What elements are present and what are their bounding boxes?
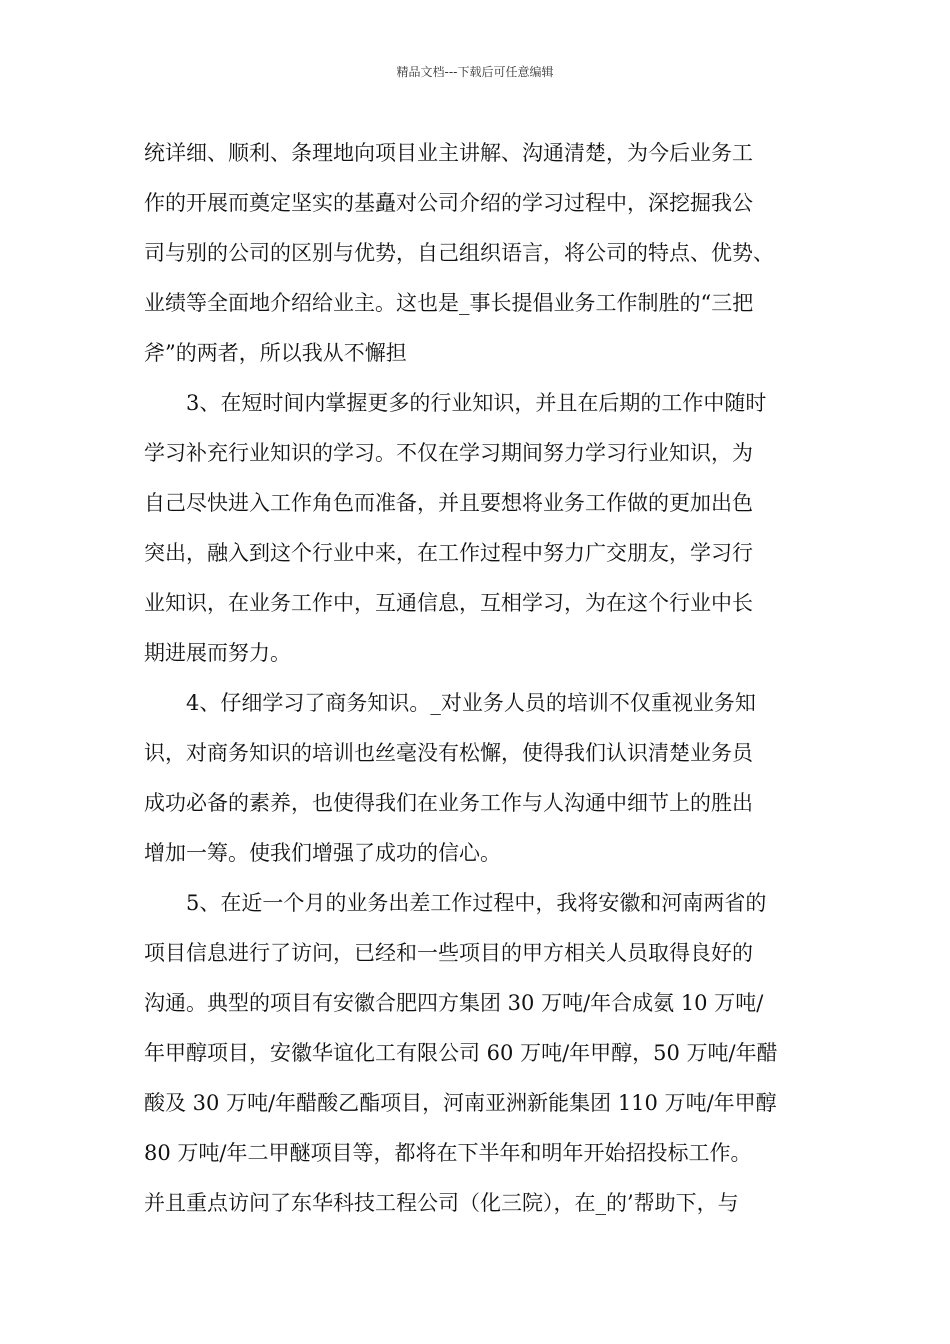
text-line: 业绩等全面地介绍给业主。这也是_事长提倡业务工作制胜的“三把 bbox=[144, 291, 754, 315]
text-line: 4、仔细学习了商务知识。_对业务人员的培训不仅重视业务知 bbox=[186, 691, 756, 715]
text-line: 司与别的公司的区别与优势，自己组织语言，将公司的特点、优势、 bbox=[144, 241, 774, 265]
text-line: 成功必备的素养，也使得我们在业务工作与人沟通中细节上的胜出 bbox=[144, 791, 753, 815]
text-line: 并且重点访问了东华科技工程公司（化三院），在_的’帮助下，与 bbox=[144, 1191, 739, 1215]
text-line: 业知识，在业务工作中，互通信息，互相学习，为在这个行业中长 bbox=[144, 591, 753, 615]
text-line: 年甲醇项目，安徽华谊化工有限公司 60 万吨/年甲醇，50 万吨/年醋 bbox=[144, 1041, 778, 1065]
text-line: 增加一筹。使我们增强了成功的信心。 bbox=[144, 841, 501, 865]
text-line: 斧”的两者，所以我从不懈担 bbox=[144, 341, 407, 365]
text-line: 学习补充行业知识的学习。不仅在学习期间努力学习行业知识，为 bbox=[144, 441, 753, 465]
page-header: 精品文档---下载后可任意编辑 bbox=[396, 65, 554, 79]
text-line: 沟通。典型的项目有安徽合肥四方集团 30 万吨/年合成氨 10 万吨/ bbox=[144, 991, 764, 1015]
text-line: 统详细、顺利、条理地向项目业主讲解、沟通清楚，为今后业务工 bbox=[144, 141, 753, 165]
text-line: 酸及 30 万吨/年醋酸乙酯项目，河南亚洲新能集团 110 万吨/年甲醇 bbox=[144, 1091, 777, 1115]
text-line: 期进展而努力。 bbox=[144, 641, 291, 665]
text-line: 项目信息进行了访问，已经和一些项目的甲方相关人员取得良好的 bbox=[144, 941, 753, 965]
text-line: 自己尽快进入工作角色而准备，并且要想将业务工作做的更加出色 bbox=[144, 491, 753, 515]
text-line: 突出，融入到这个行业中来，在工作过程中努力广交朋友，学习行 bbox=[144, 541, 753, 565]
text-line: 80 万吨/年二甲醚项目等，都将在下半年和明年开始招投标工作。 bbox=[144, 1141, 752, 1165]
text-line: 作的开展而奠定坚实的基矗对公司介绍的学习过程中，深挖掘我公 bbox=[144, 191, 753, 215]
text-line: 3、在短时间内掌握更多的行业知识，并且在后期的工作中随时 bbox=[186, 391, 767, 415]
text-line: 识，对商务知识的培训也丝毫没有松懈，使得我们认识清楚业务员 bbox=[144, 741, 753, 765]
text-line: 5、在近一个月的业务出差工作过程中，我将安徽和河南两省的 bbox=[186, 891, 767, 915]
